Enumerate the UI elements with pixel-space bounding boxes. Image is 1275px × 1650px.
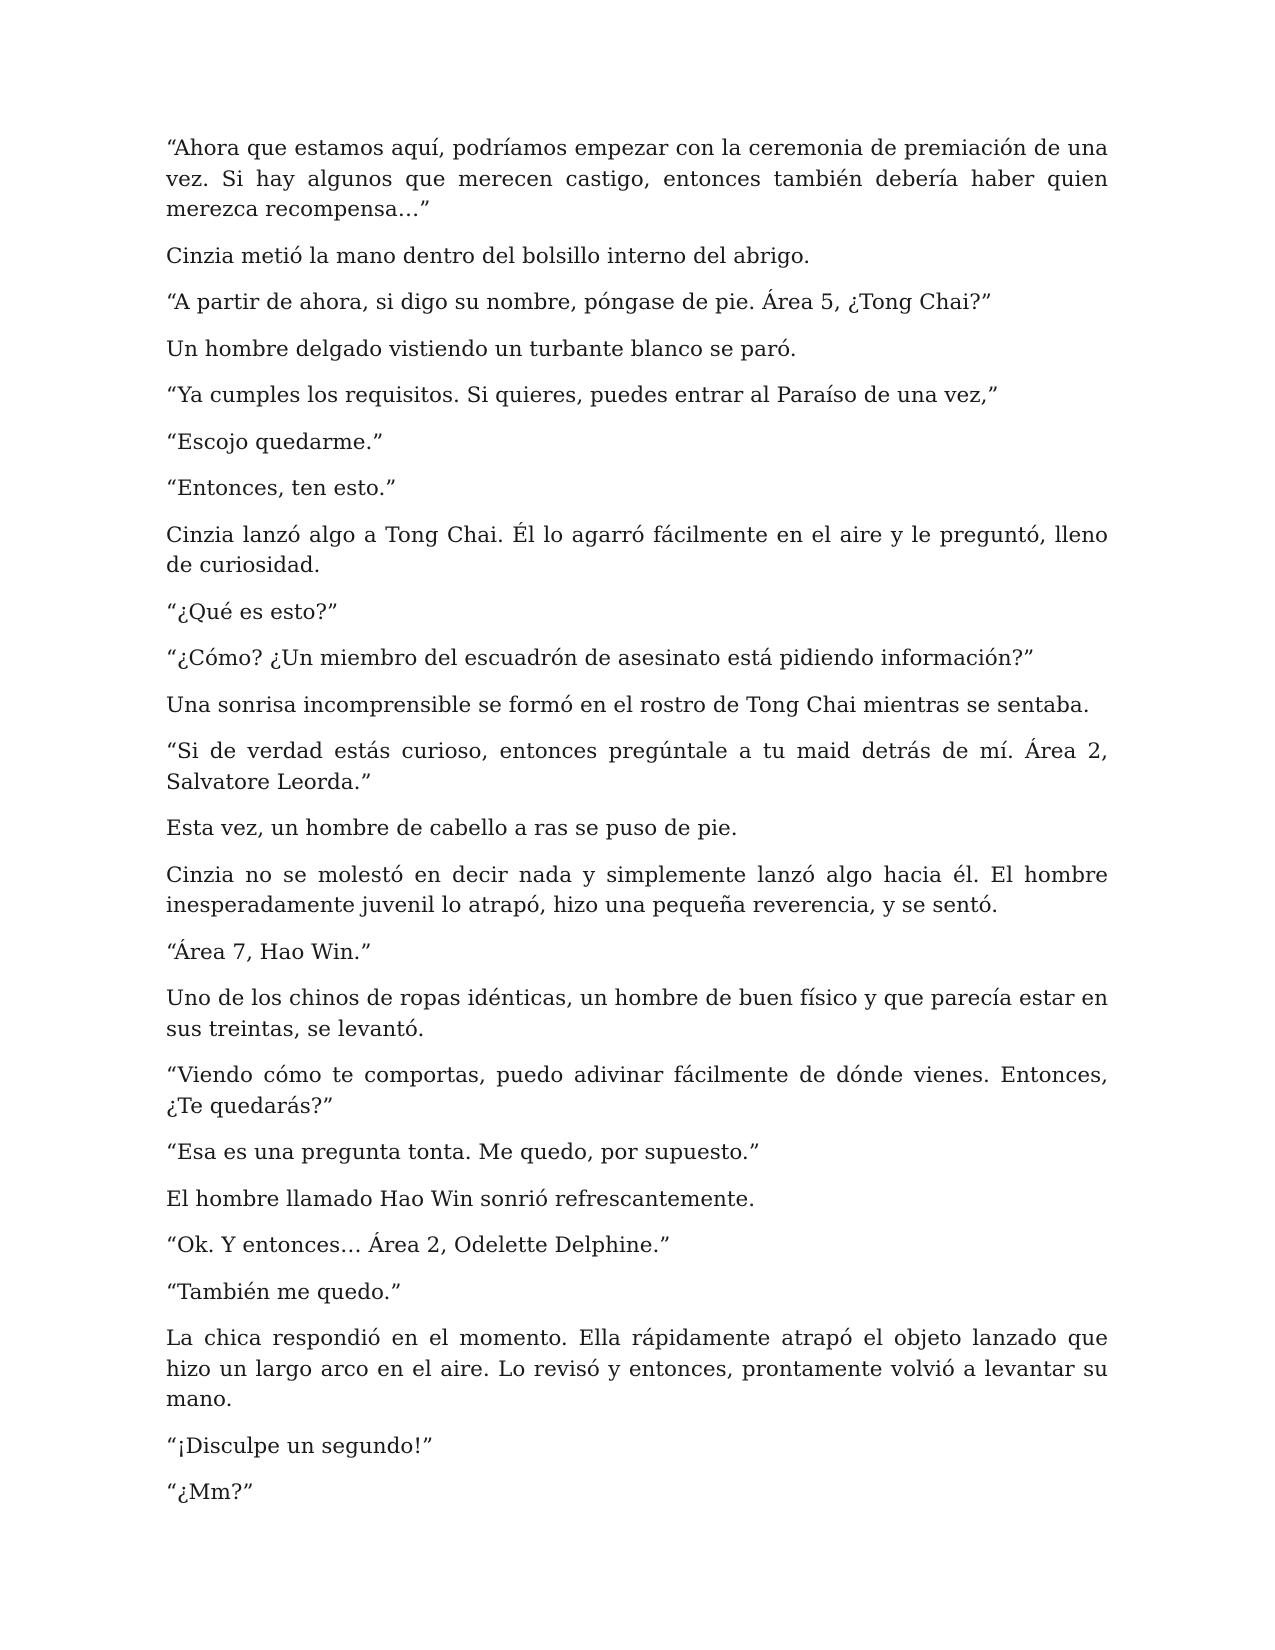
paragraph: “A partir de ahora, si digo su nombre, póngase de pie. Área 5, ¿Tong Chai?”	[166, 290, 992, 315]
paragraph: “¿Mm?”	[166, 1480, 254, 1505]
paragraph: “Si de verdad estás curioso, entonces pregúntale a tu maid detrás de mí. Área 2, Salvatore Leorda.”	[166, 739, 1108, 795]
paragraph: “¿Cómo? ¿Un miembro del escuadrón de asesinato está pidiendo información?”	[166, 646, 1035, 671]
paragraph: El hombre llamado Hao Win sonrió refrescantemente.	[166, 1186, 756, 1212]
paragraph: “También me quedo.”	[166, 1279, 402, 1305]
paragraph: “Ya cumples los requisitos. Si quieres, puedes entrar al Paraíso de una vez,”	[166, 383, 999, 408]
paragraph: “Ok. Y entonces… Área 2, Odelette Delphine.”	[166, 1233, 671, 1258]
paragraph: “¡Disculpe un segundo!”	[166, 1433, 433, 1459]
paragraph: Un hombre delgado vistiendo un turbante blanco se paró.	[166, 336, 797, 362]
paragraph: Cinzia metió la mano dentro del bolsillo interno del abrigo.	[166, 243, 811, 269]
paragraph: Cinzia lanzó algo a Tong Chai. Él lo agarró fácilmente en el aire y le preguntó, lleno de curiosidad.	[166, 522, 1108, 578]
document-body	[166, 134, 1108, 1525]
paragraph: “Ahora que estamos aquí, podríamos empezar con la ceremonia de premiación de una vez. Si hay algunos que merecen castigo, entonces también debería haber quien merezca recompensa…”	[166, 136, 1108, 222]
paragraph: Uno de los chinos de ropas idénticas, un hombre de buen físico y que parecía estar en sus treintas, se levantó.	[166, 986, 1108, 1042]
paragraph: “Escojo quedarme.”	[166, 429, 384, 455]
paragraph: “Área 7, Hao Win.”	[166, 939, 372, 965]
paragraph: “Esa es una pregunta tonta. Me quedo, por supuesto.”	[166, 1140, 760, 1165]
paragraph: Una sonrisa incomprensible se formó en el rostro de Tong Chai mientras se sentaba.	[166, 692, 1090, 718]
paragraph: La chica respondió en el momento. Ella rápidamente atrapó el objeto lanzado que hizo un largo arco en el aire. Lo revisó y entonces, prontamente volvió a levantar su mano.	[166, 1326, 1108, 1412]
paragraph: Esta vez, un hombre de cabello a ras se puso de pie.	[166, 816, 738, 841]
paragraph: “¿Qué es esto?”	[166, 599, 338, 625]
paragraph: “Viendo cómo te comportas, puedo adivinar fácilmente de dónde vienes. Entonces, ¿Te quedarás?”	[166, 1063, 1108, 1119]
paragraph: “Entonces, ten esto.”	[166, 476, 397, 501]
paragraph: Cinzia no se molestó en decir nada y simplemente lanzó algo hacia él. El hombre inesperadamente juvenil lo atrapó, hizo una pequeña reverencia, y se sentó.	[166, 862, 1108, 918]
